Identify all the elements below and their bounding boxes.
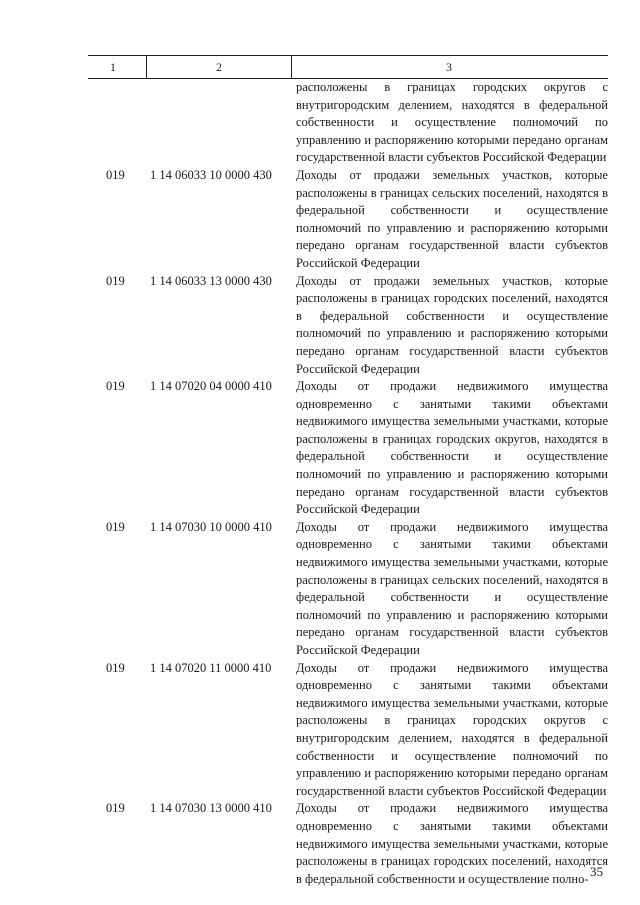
revenue-codes-table bbox=[88, 55, 608, 888]
admin-code: 019 bbox=[106, 519, 125, 534]
revenue-description: Доходы от продажи земельных участков, которые расположены в границах сельских поселений, находятся в федеральной собственности и осуществление полномочий по управлению и распоряжению которыми передано органам государственной власти субъектов Российской Федерации bbox=[296, 167, 608, 270]
table-row bbox=[88, 800, 608, 888]
admin-code: 019 bbox=[106, 801, 125, 816]
revenue-description: Доходы от продажи земельных участков, которые расположены в границах городских поселений, находятся в федеральной собственности и осуществление полномочий по управлению и распоряжению которыми передано органам государственной власти субъектов Российской Федерации bbox=[296, 273, 608, 376]
revenue-description: расположены в границах городских округов с внутригородским делением, находятся в федеральной собственности и осуществление полномочий по управлению и распоряжению которыми передано органам государственной власти субъектов Российской Федерации bbox=[296, 80, 608, 165]
page-number: 35 bbox=[590, 864, 603, 879]
table-body bbox=[88, 79, 608, 888]
table-row bbox=[88, 660, 608, 801]
column-divider bbox=[146, 56, 147, 78]
budget-code: 1 14 07020 04 0000 410 bbox=[150, 379, 272, 394]
header-col-2: 2 bbox=[216, 60, 222, 74]
revenue-description: Доходы от продажи недвижимого имущества одновременно с занятыми такими объектами недвижимого имущества земельными участками, которые расположены в границах городских округов, находятся в федеральной собственности и осуществление полномочий по управлению и распоряжению которыми передано органам государственной власти субъектов Российской Федерации bbox=[296, 379, 608, 517]
admin-code: 019 bbox=[106, 379, 125, 394]
table-header bbox=[88, 55, 608, 79]
budget-code: 1 14 06033 13 0000 430 bbox=[150, 273, 272, 288]
header-col-1: 1 bbox=[110, 60, 116, 74]
budget-code: 1 14 07030 13 0000 410 bbox=[150, 801, 272, 816]
admin-code: 019 bbox=[106, 167, 125, 182]
table-row bbox=[88, 167, 608, 273]
budget-code: 1 14 07030 10 0000 410 bbox=[150, 519, 272, 534]
revenue-description: Доходы от продажи недвижимого имущества одновременно с занятыми такими объектами недвижимого имущества земельными участками, которые расположены в границах городских округов с внутригородским делением, находятся в федеральной собственности и осуществление полномочий по управлению и распоряжению которыми передано органам государственной власти субъектов Российской Федерации bbox=[296, 660, 608, 798]
header-col-3: 3 bbox=[446, 60, 452, 74]
column-divider bbox=[291, 56, 292, 78]
revenue-description: Доходы от продажи недвижимого имущества одновременно с занятыми такими объектами недвижимого имущества земельными участками, которые расположены в границах сельских поселений, находятся в федеральной собственности и осуществление полномочий по управлению и распоряжению которыми передано органам государственной власти субъектов Российской Федерации bbox=[296, 519, 608, 657]
admin-code: 019 bbox=[106, 660, 125, 675]
revenue-description: Доходы от продажи недвижимого имущества одновременно с занятыми такими объектами недвижимого имущества земельными участками, которые расположены в границах городских поселений, находятся в федеральной собственности и осуществление полно- bbox=[296, 801, 608, 886]
budget-code: 1 14 06033 10 0000 430 bbox=[150, 167, 272, 182]
admin-code: 019 bbox=[106, 273, 125, 288]
table-row bbox=[88, 79, 608, 167]
budget-code: 1 14 07020 11 0000 410 bbox=[150, 660, 272, 675]
table-row bbox=[88, 273, 608, 379]
table-row bbox=[88, 378, 608, 519]
table-row bbox=[88, 519, 608, 660]
